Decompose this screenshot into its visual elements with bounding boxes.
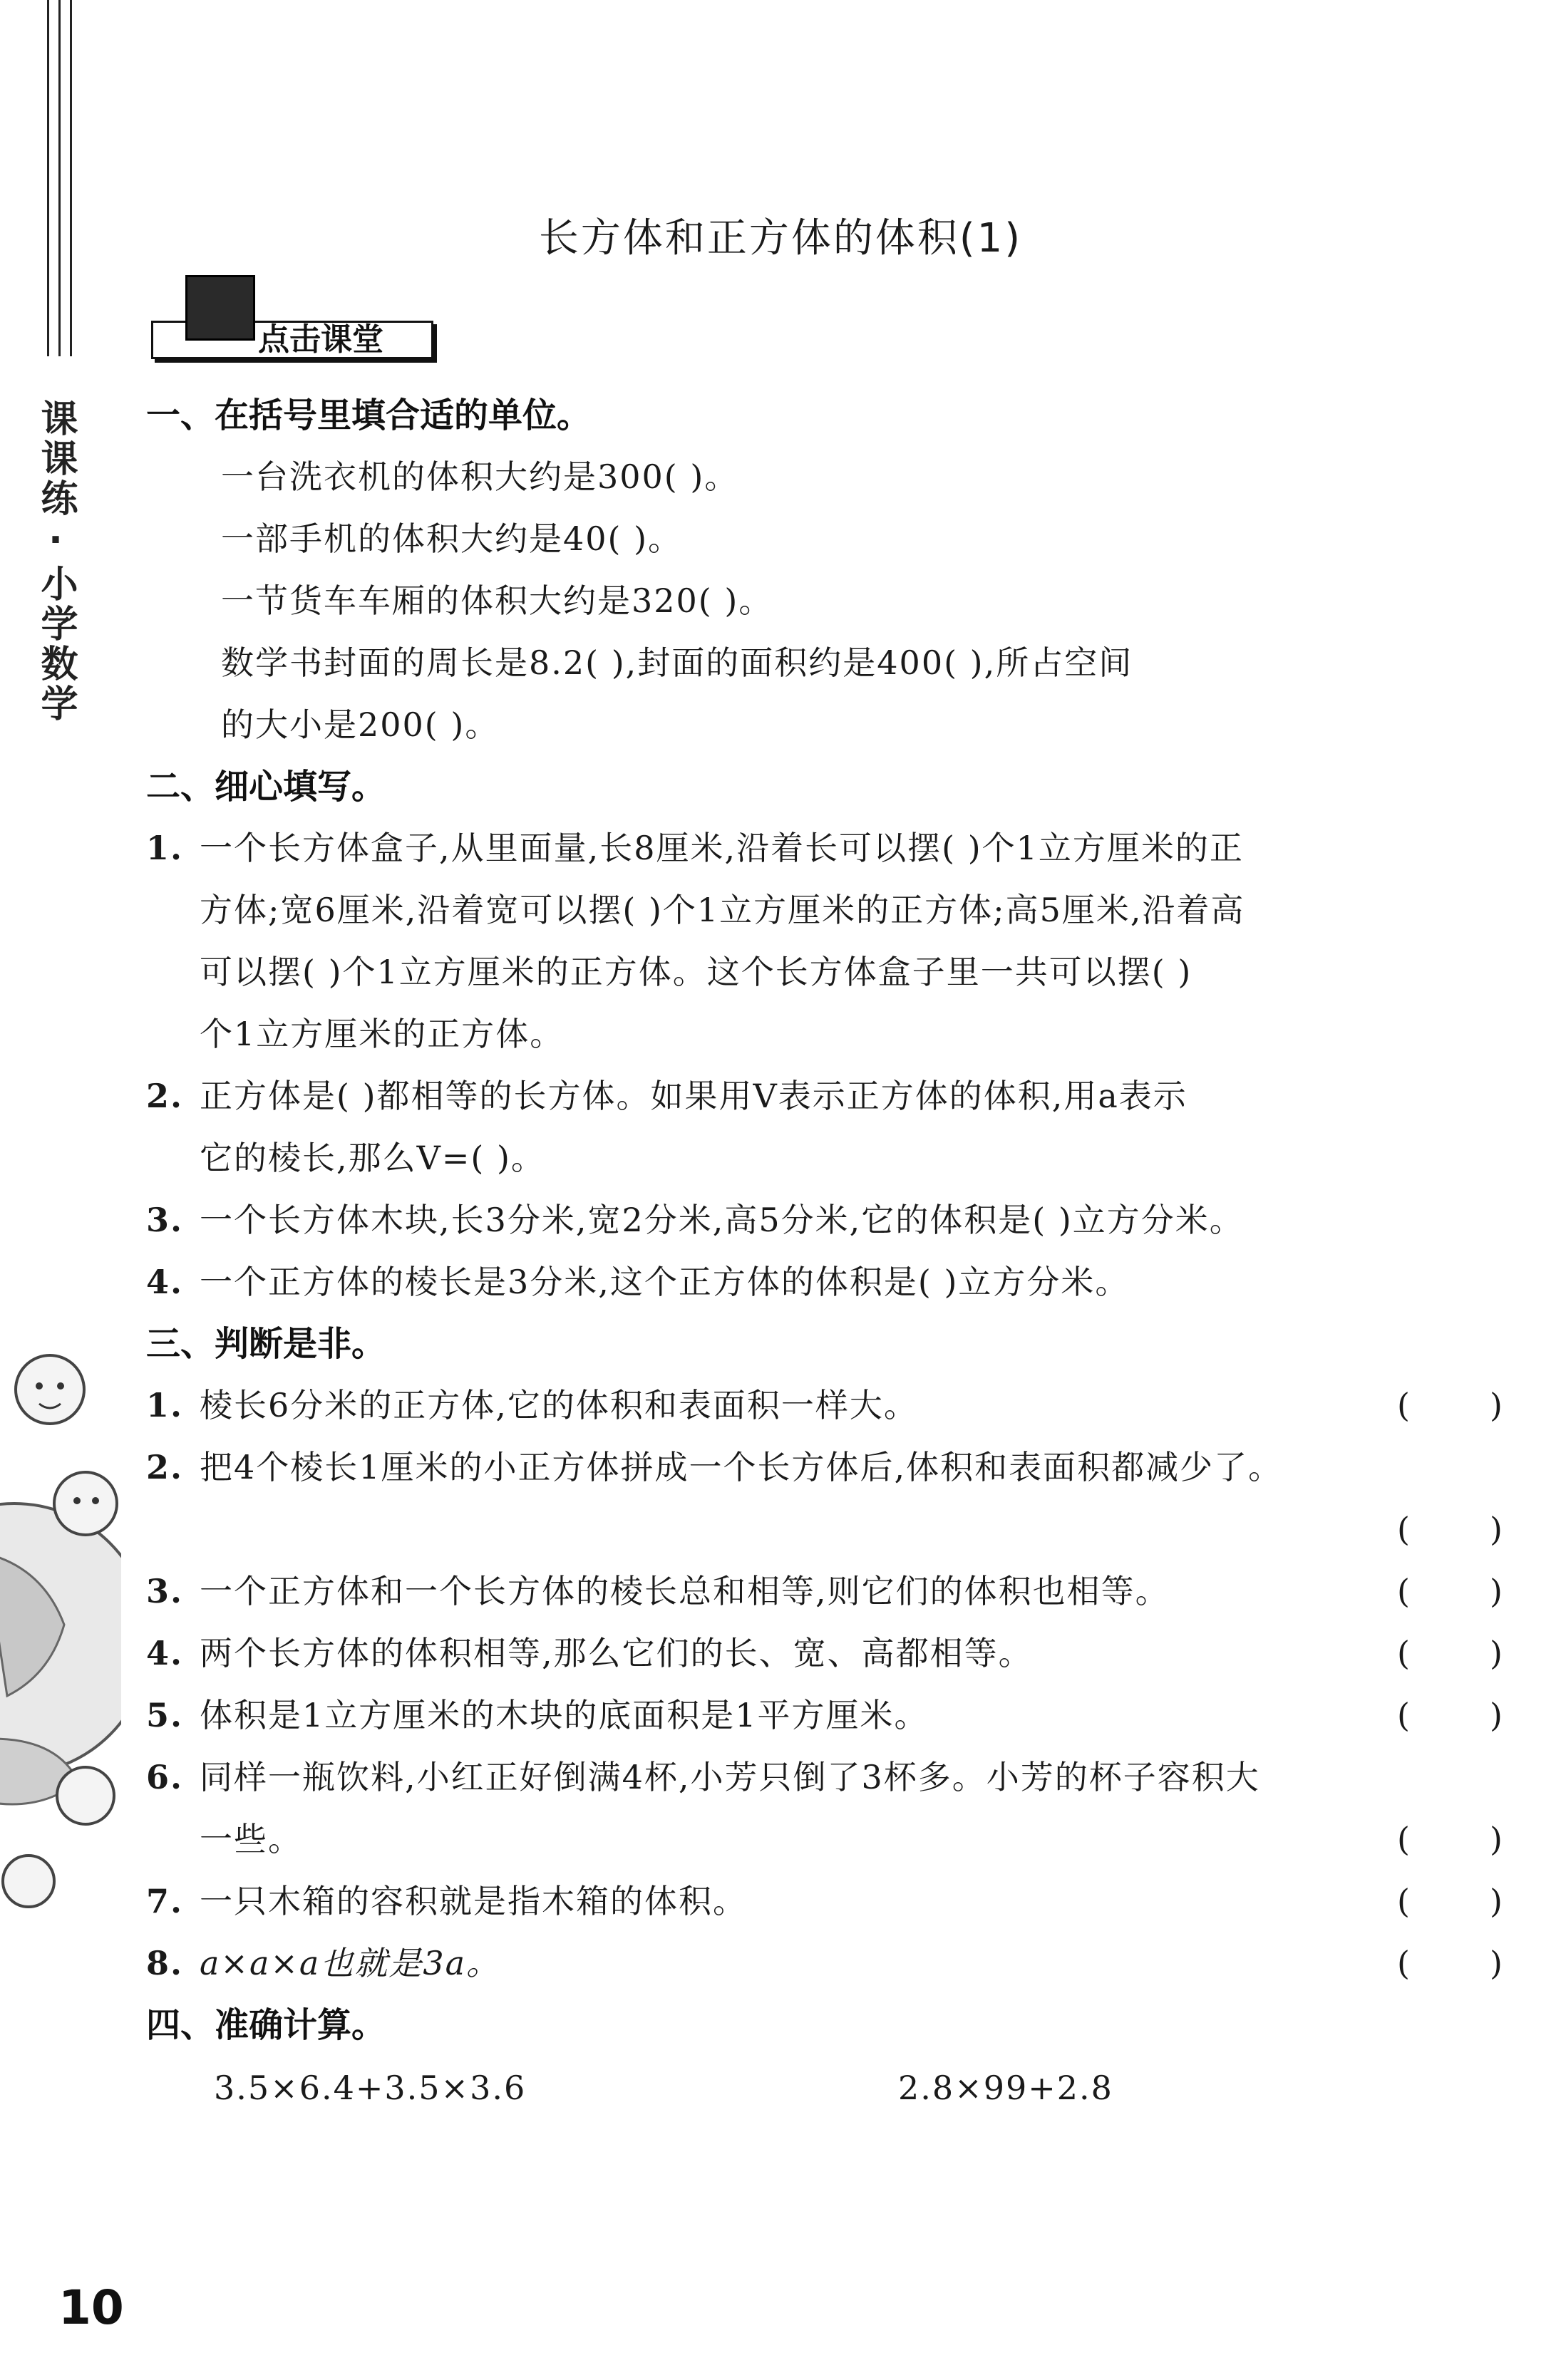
question-item [146, 1189, 1504, 1251]
question-text: 一个正方体的棱长是3分米,这个正方体的体积是( )立方分米。 [200, 1263, 1130, 1301]
section-banner [151, 271, 436, 361]
question-text: 一个长方体盒子,从里面量,长8厘米,沿着长可以摆( )个1立方厘米的正 [200, 829, 1244, 867]
exercise-content [146, 385, 1504, 2120]
answer-parentheses[interactable]: ( ) [1397, 1882, 1504, 1920]
question-text: 棱长6分米的正方体,它的体积和表面积一样大。 [200, 1386, 918, 1424]
children-globe-illustration [0, 1340, 121, 1924]
answer-parentheses[interactable]: ( ) [1397, 1510, 1504, 1548]
question-text: 一个长方体木块,长3分米,宽2分米,高5分米,它的体积是( )立方分米。 [200, 1201, 1244, 1239]
question-number: 6. [146, 1758, 184, 1796]
judgement-item [146, 1871, 1504, 1933]
answer-parentheses[interactable]: ( ) [1397, 1634, 1504, 1672]
judgement-item [146, 1437, 1504, 1561]
answer-parentheses[interactable]: ( ) [1397, 1944, 1504, 1982]
series-label: 课课练·小学数学 [34, 399, 77, 724]
question-text: 正方体是( )都相等的长方体。如果用V表示正方体的体积,用a表示 [200, 1077, 1188, 1115]
section-true-false [146, 1313, 1504, 1994]
margin-rule [70, 0, 72, 356]
answer-parentheses[interactable]: ( ) [1397, 1820, 1504, 1858]
question-text: 同样一瓶饮料,小红正好倒满4杯,小芳只倒了3杯多。小芳的杯子容积大 [200, 1758, 1260, 1796]
calculation-expression: 3.5×6.4+3.5×3.6 [214, 2069, 527, 2107]
question-text: 方体;宽6厘米,沿着宽可以摆( )个1立方厘米的正方体;高5厘米,沿着高 [200, 891, 1245, 929]
margin-rule [47, 0, 49, 356]
question-text: 它的棱长,那么V=( )。 [200, 1139, 545, 1177]
section-heading: 四、准确计算。 [146, 2005, 386, 2045]
question-number: 4. [146, 1634, 184, 1672]
section-heading: 一、在括号里填合适的单位。 [146, 395, 592, 435]
question-text: 把4个棱长1厘米的小正方体拼成一个长方体后,体积和表面积都减少了。 [200, 1448, 1283, 1486]
question-text: 个1立方厘米的正方体。 [200, 1015, 565, 1053]
section-heading: 二、细心填写。 [146, 767, 386, 807]
section-calculation [146, 1994, 1504, 2120]
section-fill-blanks [146, 756, 1504, 1313]
question-number: 7. [146, 1882, 184, 1920]
question-item [146, 817, 1504, 1065]
judgement-item [146, 1747, 1504, 1871]
margin-rule [58, 0, 61, 356]
judgement-item [146, 1375, 1504, 1437]
calculation-expression: 2.8×99+2.8 [898, 2069, 1113, 2107]
question-line: 的大小是200( )。 [221, 705, 500, 744]
section-fill-units [146, 385, 1504, 756]
answer-parentheses[interactable]: ( ) [1397, 1572, 1504, 1610]
question-line: 数学书封面的周长是8.2( ),封面的面积约是400( ),所占空间 [221, 643, 1133, 682]
question-item [146, 1251, 1504, 1313]
question-number: 8. [146, 1944, 184, 1982]
answer-parentheses[interactable]: ( ) [1397, 1386, 1504, 1424]
question-item [146, 1065, 1504, 1189]
question-number: 1. [146, 829, 184, 867]
question-text: a×a×a也就是3a。 [200, 1944, 501, 1982]
question-text: 一个正方体和一个长方体的棱长总和相等,则它们的体积也相等。 [200, 1572, 1170, 1610]
blackboard-icon [185, 275, 255, 341]
question-text: 两个长方体的体积相等,那么它们的长、宽、高都相等。 [200, 1634, 1033, 1672]
page-number: 10 [58, 2280, 124, 2335]
judgement-item [146, 1623, 1504, 1685]
question-number: 2. [146, 1077, 184, 1115]
question-number: 4. [146, 1263, 184, 1301]
question-number: 1. [146, 1386, 184, 1424]
question-text: 一些。 [200, 1820, 302, 1858]
question-line: 一节货车车厢的体积大约是320( )。 [221, 581, 773, 620]
question-line: 一台洗衣机的体积大约是300( )。 [221, 457, 739, 496]
question-number: 3. [146, 1201, 184, 1239]
judgement-item [146, 1685, 1504, 1747]
question-text: 可以摆( )个1立方厘米的正方体。这个长方体盒子里一共可以摆( ) [200, 953, 1192, 991]
banner-label: 点击课堂 [258, 321, 383, 358]
question-number: 5. [146, 1696, 184, 1734]
answer-parentheses[interactable]: ( ) [1397, 1696, 1504, 1734]
section-heading: 三、判断是非。 [146, 1324, 386, 1364]
judgement-item [146, 1561, 1504, 1623]
question-text: 一只木箱的容积就是指木箱的体积。 [200, 1882, 747, 1920]
question-line: 一部手机的体积大约是40( )。 [221, 519, 683, 558]
question-number: 2. [146, 1448, 184, 1486]
question-number: 3. [146, 1572, 184, 1610]
question-text: 体积是1立方厘米的木块的底面积是1平方厘米。 [200, 1696, 929, 1734]
page-title: 长方体和正方体的体积(1) [538, 215, 1023, 262]
judgement-item [146, 1933, 1504, 1994]
calculation-row [146, 2056, 1504, 2120]
